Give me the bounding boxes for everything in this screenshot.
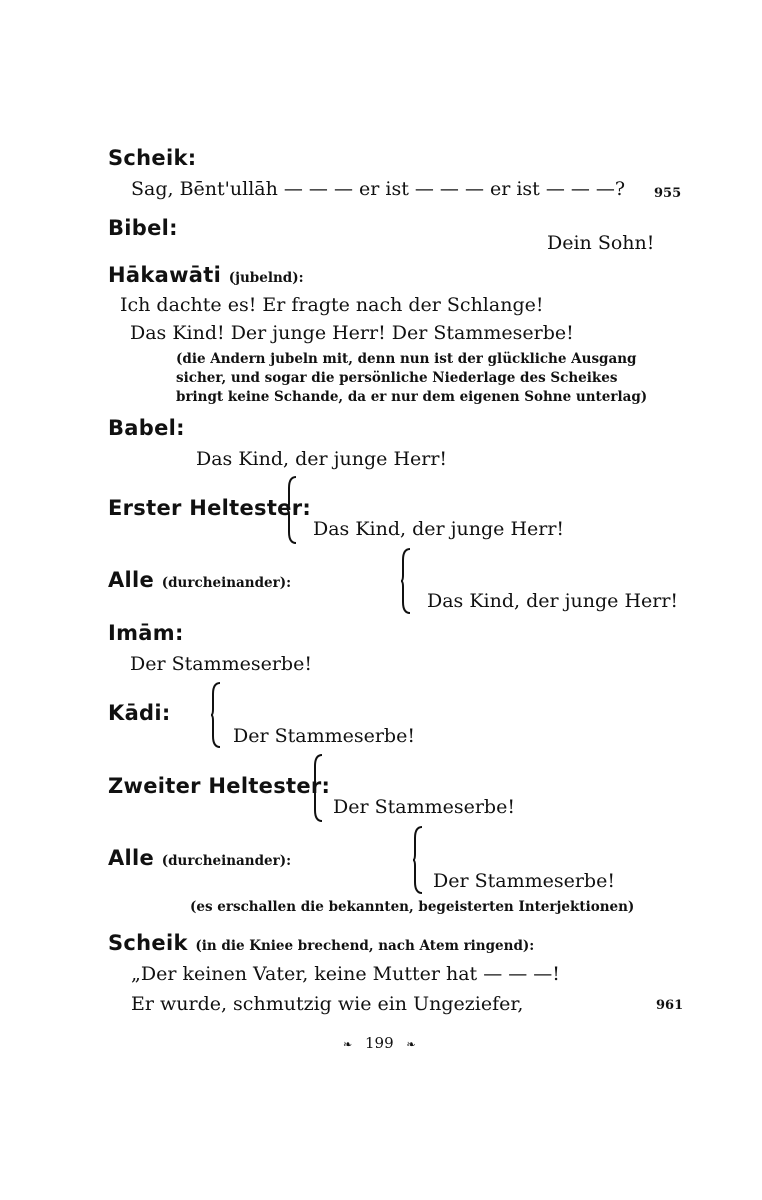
brace-icon	[413, 826, 421, 894]
verse-line: Der Stammeserbe!	[233, 725, 415, 747]
speaker-kadi: Kādi:	[108, 701, 171, 725]
verse-line: Er wurde, schmutzig wie ein Ungeziefer,	[131, 993, 524, 1015]
speaker-alle	[108, 570, 291, 591]
speaker-name: Scheik	[108, 931, 188, 955]
ornament-icon: ❧	[406, 1038, 416, 1051]
brace-icon	[211, 682, 219, 748]
stage-direction-block: (die Andern jubeln mit, denn nun ist der glückliche Ausgang sicher, und sogar die persönliche Niederlage des Scheikes bringt keine Schande, da er nur dem eigenen Sohne unterlag)	[176, 351, 648, 405]
verse-line: Der Stammeserbe!	[433, 870, 615, 892]
speaker-name: Alle	[108, 568, 155, 592]
speaker-bibel: Bibel:	[108, 216, 178, 240]
speaker-name: Alle	[108, 846, 155, 870]
verse-line: Der Stammeserbe!	[333, 796, 515, 818]
page-footer	[343, 1036, 416, 1051]
verse-line: Sag, Bēnt'ullāh — — — er ist — — — er ist — — —?	[131, 178, 626, 200]
brace-icon	[313, 754, 321, 822]
stage-direction: (in die Kniee brechend, nach Atem ringend):	[195, 938, 535, 954]
speaker-name: Hākawāti	[108, 263, 222, 287]
verse-line: Das Kind, der junge Herr!	[427, 590, 679, 612]
speaker-babel: Babel:	[108, 416, 185, 440]
speaker-imam: Imām:	[108, 621, 184, 645]
line-number: 955	[654, 186, 682, 201]
brace-icon	[401, 548, 409, 614]
brace-icon	[287, 476, 295, 544]
line-number: 961	[656, 998, 684, 1013]
speaker-erster-heltester: Erster Heltester:	[108, 496, 312, 520]
verse-line: Ich dachte es! Er fragte nach der Schlange!	[120, 294, 544, 316]
verse-line: „Der keinen Vater, keine Mutter hat — — —!	[131, 963, 560, 985]
speaker-zweiter-heltester: Zweiter Heltester:	[108, 774, 331, 798]
speaker-hakawati	[108, 265, 304, 286]
stage-direction: (jubelnd):	[228, 270, 304, 286]
page-number: 199	[365, 1034, 394, 1052]
speaker-alle	[108, 848, 291, 869]
stage-direction: (durcheinander):	[161, 853, 292, 869]
speaker-scheik: Scheik:	[108, 146, 197, 170]
verse-line: Das Kind, der junge Herr!	[196, 448, 448, 470]
stage-direction: (es erschallen die bekannten, begeisterten Interjektionen)	[190, 899, 635, 915]
verse-line: Das Kind! Der junge Herr! Der Stammeserbe!	[130, 322, 574, 344]
verse-line: Der Stammeserbe!	[130, 653, 312, 675]
speaker-scheik	[108, 933, 534, 954]
verse-line: Dein Sohn!	[547, 232, 655, 254]
verse-line: Das Kind, der junge Herr!	[313, 518, 565, 540]
ornament-icon: ❧	[343, 1038, 353, 1051]
stage-direction: (durcheinander):	[161, 575, 292, 591]
